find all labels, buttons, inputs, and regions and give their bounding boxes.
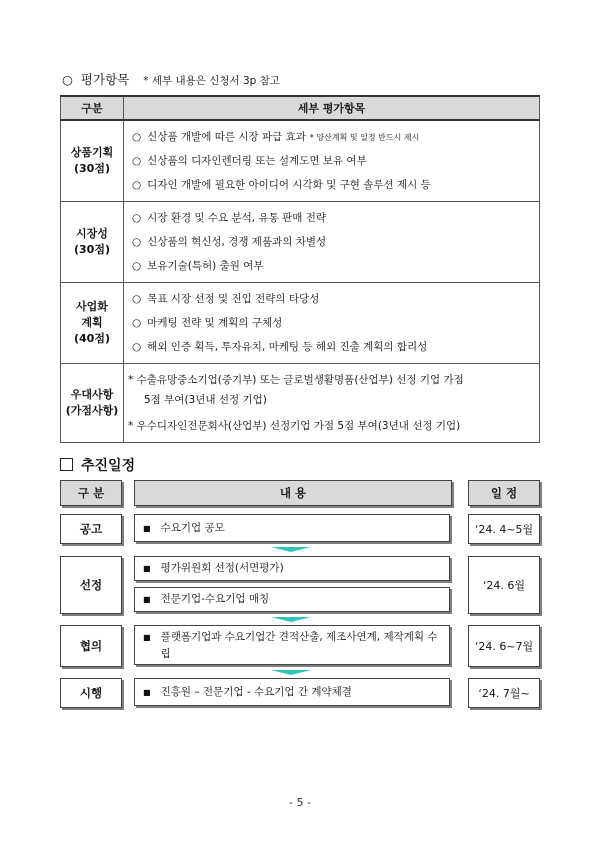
evaluation-heading bbox=[62, 70, 280, 88]
table-row bbox=[61, 120, 540, 202]
stage-content bbox=[134, 514, 450, 542]
stage-label: 시행 bbox=[60, 678, 122, 708]
table-row bbox=[61, 283, 540, 364]
list-item bbox=[132, 311, 539, 335]
stage-date: ‘24. 6월 bbox=[468, 556, 540, 614]
preference-line-2: * 우수디자인전문회사(산업부) 선정기업 가점 5점 부여(3년내 선정 기업) bbox=[128, 420, 461, 432]
list-item bbox=[132, 230, 539, 254]
down-arrow-icon bbox=[271, 670, 311, 675]
category-cell bbox=[61, 202, 124, 283]
items-cell bbox=[124, 202, 540, 283]
list-item bbox=[132, 173, 539, 197]
category-name: 우대사항 bbox=[70, 388, 114, 401]
circle-bullet-icon: ○ bbox=[132, 131, 142, 143]
category-cell bbox=[61, 364, 124, 443]
stage-date: ‘24. 7월~ bbox=[468, 678, 540, 708]
item-note: * 양산계획 및 일정 반드시 제시 bbox=[309, 133, 420, 142]
schedule-title: 추진일정 bbox=[81, 458, 136, 474]
category-name: 상품기획 bbox=[70, 146, 114, 159]
stage-content bbox=[134, 678, 450, 706]
circle-bullet-icon: ○ bbox=[132, 341, 142, 353]
stage-label: 선정 bbox=[60, 556, 122, 614]
item-text: 디자인 개발에 필요한 아이디어 시각화 및 구현 솔루션 제시 등 bbox=[147, 179, 431, 191]
square-bullet-icon: ■ bbox=[143, 523, 151, 533]
down-arrow-icon bbox=[271, 547, 311, 552]
evaluation-note: * 세부 내용은 신청서 3p 참고 bbox=[143, 75, 280, 87]
circle-bullet-icon: ○ bbox=[132, 155, 142, 167]
item-text: 해외 인증 획득, 투자유치, 마케팅 등 해외 진출 계획의 합리성 bbox=[147, 341, 428, 353]
circle-bullet-icon: ○ bbox=[132, 317, 142, 329]
items-cell bbox=[124, 283, 540, 364]
stage-date: ‘24. 6~7월 bbox=[468, 625, 540, 667]
evaluation-title: 평가항목 bbox=[80, 72, 130, 87]
item-text: 시장 환경 및 수요 분석, 유통 판매 전략 bbox=[147, 212, 327, 224]
table-header-row bbox=[61, 96, 540, 120]
preference-line-1: * 수출유망중소기업(중기부) 또는 글로벌생활명품(산업부) 선정 기업 가점 bbox=[128, 374, 464, 386]
schedule-header-category: 구 분 bbox=[60, 480, 122, 506]
stage-content bbox=[134, 625, 450, 665]
category-score: (30점) bbox=[74, 243, 110, 256]
circle-bullet-icon: ○ bbox=[132, 293, 142, 305]
stage-date: ‘24. 4~5월 bbox=[468, 514, 540, 544]
square-box-icon bbox=[60, 458, 73, 471]
stage-label: 공고 bbox=[60, 514, 122, 544]
items-cell bbox=[124, 120, 540, 202]
item-text: 목표 시장 선정 및 진입 전략의 타당성 bbox=[147, 293, 320, 305]
category-name: 사업화 bbox=[76, 300, 108, 313]
page-number: - 5 - bbox=[289, 796, 311, 809]
category-score: (30점) bbox=[74, 162, 110, 175]
circle-bullet-icon: ○ bbox=[132, 179, 142, 191]
header-items: 세부 평가항목 bbox=[124, 96, 540, 120]
item-text: 신상품의 디자인렌더링 또는 설계도면 보유 여부 bbox=[147, 155, 367, 167]
item-text: 마케팅 전략 및 계획의 구체성 bbox=[147, 317, 283, 329]
heading-bullet: ○ bbox=[62, 72, 73, 87]
category-cell bbox=[61, 120, 124, 202]
stage-item: 전문기업-수요기업 매칭 bbox=[160, 593, 270, 605]
stage-item: 진흥원 – 전문기업 - 수요기업 간 계약체결 bbox=[160, 685, 352, 698]
category-subname: (가점사항) bbox=[65, 404, 119, 417]
category-name-cont: 계획 bbox=[81, 316, 103, 329]
item-text: 보유기술(특허) 출원 여부 bbox=[147, 260, 264, 272]
square-bullet-icon: ■ bbox=[143, 687, 151, 697]
stage-content bbox=[134, 556, 450, 581]
list-item bbox=[132, 287, 539, 311]
preference-cell bbox=[124, 364, 540, 443]
list-item bbox=[132, 206, 539, 230]
stage-item: 수요기업 공모 bbox=[160, 521, 225, 534]
list-item bbox=[132, 254, 539, 278]
category-name: 시장성 bbox=[76, 227, 108, 240]
header-category: 구분 bbox=[61, 96, 124, 120]
schedule-heading bbox=[60, 455, 135, 475]
item-text: 신상품 개발에 따른 시장 파급 효과 bbox=[147, 131, 306, 143]
stage-content bbox=[134, 587, 450, 612]
circle-bullet-icon: ○ bbox=[132, 212, 142, 224]
preference-line-1-cont: 5점 부여(3년내 선정 기업) bbox=[144, 394, 267, 406]
circle-bullet-icon: ○ bbox=[132, 260, 142, 272]
list-item bbox=[132, 335, 539, 359]
stage-label: 협의 bbox=[60, 625, 122, 667]
category-cell bbox=[61, 283, 124, 364]
table-row bbox=[61, 364, 540, 443]
square-bullet-icon: ■ bbox=[143, 564, 151, 573]
item-text: 신상품의 혁신성, 경쟁 제품과의 차별성 bbox=[147, 236, 327, 248]
circle-bullet-icon: ○ bbox=[132, 236, 142, 248]
square-bullet-icon: ■ bbox=[143, 633, 151, 642]
table-row bbox=[61, 202, 540, 283]
stage-item: 평가위원회 선정(서면평가) bbox=[160, 562, 284, 574]
evaluation-table bbox=[60, 95, 540, 443]
schedule-header-date: 일 정 bbox=[468, 480, 540, 506]
list-item bbox=[132, 149, 539, 173]
square-bullet-icon: ■ bbox=[143, 595, 151, 604]
schedule-header-content: 내 용 bbox=[134, 480, 452, 506]
category-score: (40점) bbox=[74, 332, 110, 345]
down-arrow-icon bbox=[271, 617, 311, 622]
stage-item: 플랫폼기업과 수요기업간 견적산출, 제조사연계, 제작계획 수립 bbox=[160, 631, 438, 660]
list-item bbox=[132, 125, 539, 149]
